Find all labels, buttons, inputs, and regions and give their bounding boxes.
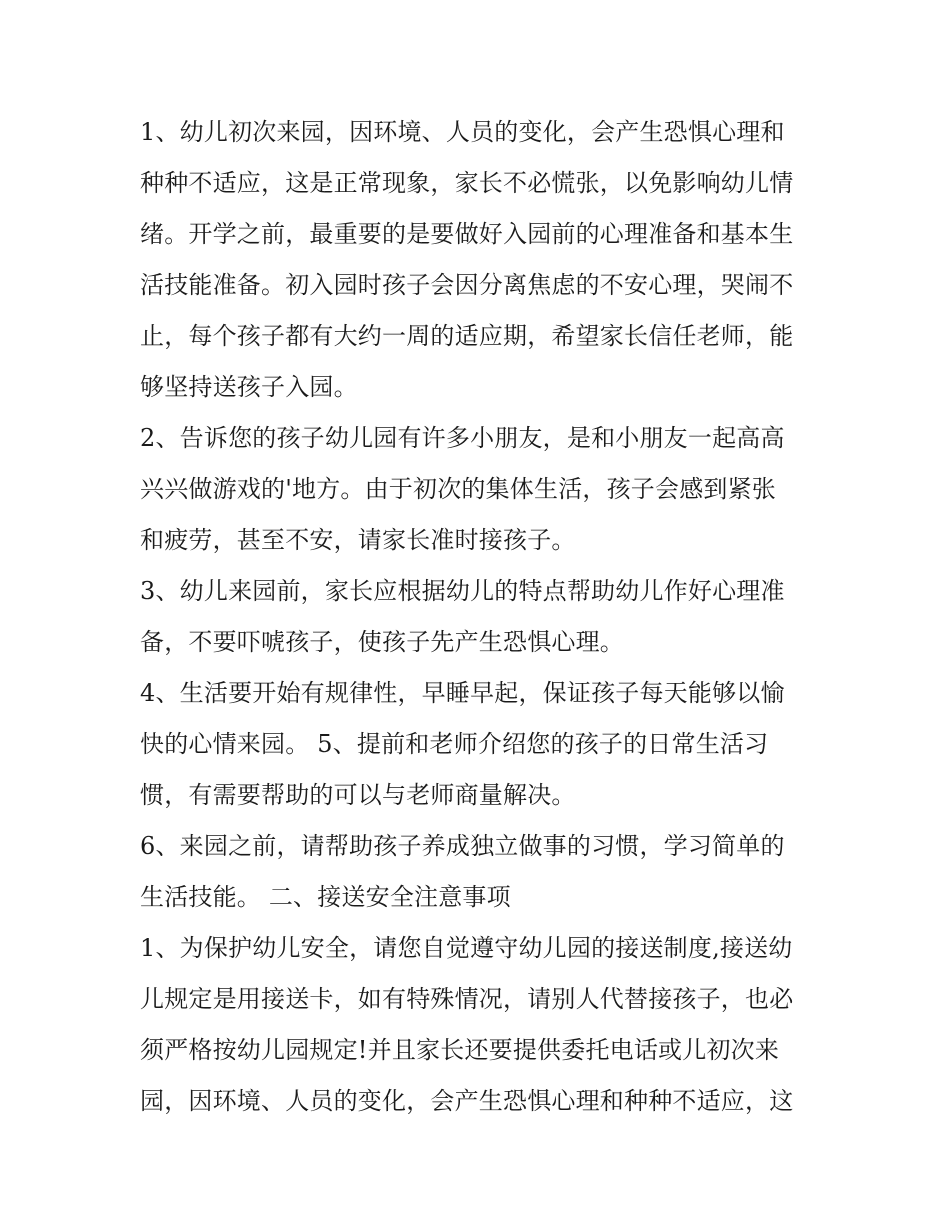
text-line: 须严格按幼儿园规定!并且家长还要提供委托电话或儿初次来 — [140, 1036, 780, 1064]
text-line: 止，每个孩子都有大约一周的适应期，希望家长信任老师，能 — [140, 322, 794, 350]
text-line: 1、为保护幼儿安全，请您自觉遵守幼儿园的接送制度,接送幼 — [140, 934, 793, 962]
text-line: 种种不适应，这是正常现象，家长不必慌张，以免影响幼儿情 — [140, 169, 794, 197]
document-body — [140, 107, 820, 1127]
text-line: 快的心情来园。 5、提前和老师介绍您的孩子的日常生活习 — [140, 730, 769, 758]
text-line: 绪。开学之前，最重要的是要做好入园前的心理准备和基本生 — [140, 220, 794, 248]
text-line: 惯，有需要帮助的可以与老师商量解决。 — [140, 781, 576, 809]
text-line: 兴兴做游戏的'地方。由于初次的集体生活，孩子会感到紧张 — [140, 475, 776, 503]
text-line: 2、告诉您的孩子幼儿园有许多小朋友，是和小朋友一起高高 — [140, 424, 785, 452]
text-line: 6、来园之前，请帮助孩子养成独立做事的习惯，学习简单的 — [140, 832, 785, 860]
text-line: 和疲劳，甚至不安，请家长准时接孩子。 — [140, 526, 576, 554]
text-line: 生活技能。 二、接送安全注意事项 — [140, 883, 511, 911]
text-line: 够坚持送孩子入园。 — [140, 373, 358, 401]
text-line: 活技能准备。初入园时孩子会因分离焦虑的不安心理，哭闹不 — [140, 271, 794, 299]
text-line: 备，不要吓唬孩子，使孩子先产生恐惧心理。 — [140, 628, 624, 656]
text-line: 3、幼儿来园前，家长应根据幼儿的特点帮助幼儿作好心理准 — [140, 577, 785, 605]
text-line: 1、幼儿初次来园，因环境、人员的变化，会产生恐惧心理和 — [140, 118, 785, 146]
text-line: 园，因环境、人员的变化，会产生恐惧心理和种种不适应，这 — [140, 1087, 794, 1115]
text-line: 儿规定是用接送卡，如有特殊情况，请别人代替接孩子，也必 — [140, 985, 794, 1013]
text-line: 4、生活要开始有规律性，早睡早起，保证孩子每天能够以愉 — [140, 679, 785, 707]
